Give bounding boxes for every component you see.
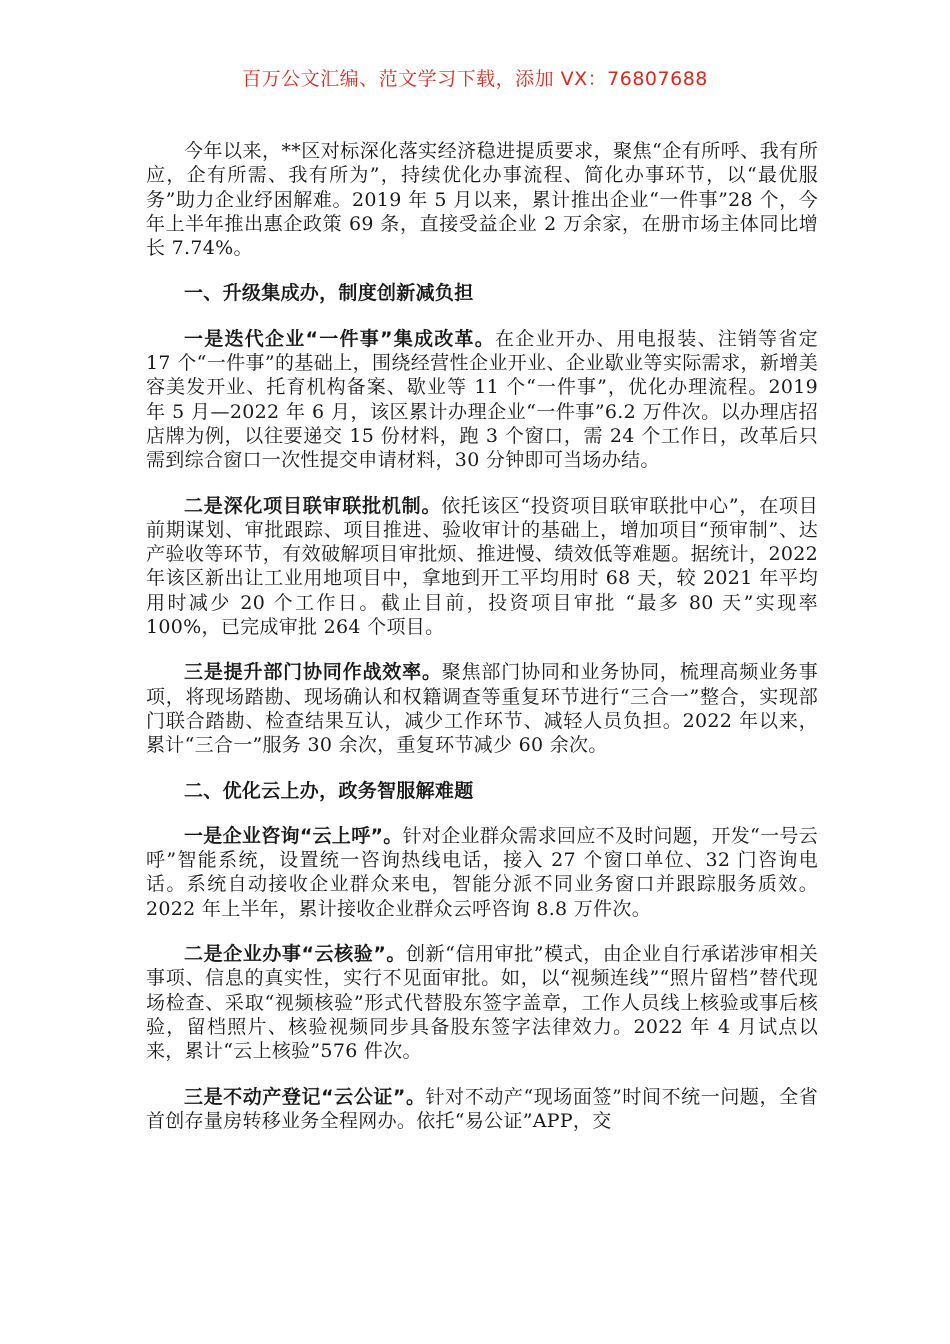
section-1-item-3 <box>146 660 818 757</box>
section-1-item-1 <box>146 327 818 473</box>
section-1-heading: 一、升级集成办，制度创新减负担 <box>184 282 474 305</box>
item-text: 在企业开办、用电报装、注销等省定 17 个“一件事”的基础上，围绕经营性企业开业、企业歇业等实际需求，新增美容美发开业、托育机构备案、歇业等 11 个“一件事”，优化办理流程。2019 年 5 月—2022 年 6 月，该区累计办理企业“一件事”6.2 万件次。以办理店招店牌为例，以往要递交 15 份材料，跑 3 个窗口，需 24 个工作日，改革后只需到综合窗口一次性提交申请材料，30 分钟即可当场办结。 <box>146 327 818 472</box>
section-1-item-2 <box>146 494 818 640</box>
section-2-item-3 <box>146 1085 818 1134</box>
item-lead: 一是迭代企业“一件事”集成改革。 <box>184 327 495 350</box>
item-lead: 一是企业咨询“云上呼”。 <box>184 824 403 847</box>
item-text: 针对不动产“现场面签”时间不统一问题，全省首创存量房转移业务全程网办。依托“易公证”APP，交 <box>146 1085 818 1132</box>
item-text: 依托该区“投资项目联审联批中心”，在项目前期谋划、审批跟踪、项目推进、验收审计的基础上，增加项目“预审制”、达产验收等环节，有效破解项目审批烦、推进慢、绩效低等难题。据统计，2022 年该区新出让工业用地项目中，拿地到开工平均用时 68 天，较 2021 年平均用时减少 20 个工作日。截止目前，投资项目审批 “最多 80 天”实现率 100%，已完成审批 264 个项目。 <box>146 494 818 639</box>
item-lead: 二是企业办事“云核验”。 <box>184 943 406 966</box>
section-2-heading: 二、优化云上办，政务智服解难题 <box>184 779 474 802</box>
section-2-item-2 <box>146 942 818 1063</box>
item-lead: 三是提升部门协同作战效率。 <box>184 661 442 684</box>
item-text: 聚焦部门协同和业务协同，梳理高频业务事项，将现场踏勘、现场确认和权籍调查等重复环节进行“三合一”整合，实现部门联合踏勘、检查结果互认，减少工作环节、减轻人员负担。2022 年以来，累计“三合一”服务 30 余次，重复环节减少 60 余次。 <box>146 661 818 757</box>
item-text: 创新“信用审批”模式，由企业自行承诺涉审相关事项、信息的真实性，实行不见面审批。如，以“视频连线”“照片留档”替代现场检查、采取“视频核验”形式代替股东签字盖章，工作人员线上核验或事后核验，留档照片、核验视频同步具备股东签字法律效力。2022 年 4 月试点以来，累计“云上核验”576 件次。 <box>146 943 819 1063</box>
item-lead: 三是不动产登记“云公证”。 <box>184 1085 426 1108</box>
item-lead: 二是深化项目联审联批机制。 <box>184 494 442 517</box>
intro-paragraph: 今年以来，**区对标深化落实经济稳进提质要求，聚焦“企有所呼、我有所应，企有所需、我有所为”，持续优化办事流程、简化办事环节，以“最优服务”助力企业纾困解难。2019 年 5 月以来，累计推出企业“一件事”28 个，今年上半年推出惠企政策 69 条，直接受益企业 2 万余家，在册市场主体同比增长 7.74%。 <box>146 140 818 260</box>
item-text: 针对企业群众需求回应不及时问题，开发“一号云呼”智能系统，设置统一咨询热线电话，接入 27 个窗口单位、32 门咨询电话。系统自动接收企业群众来电，智能分派不同业务窗口并跟踪服务质效。2022 年上半年，累计接收企业群众云呼咨询 8.8 万件次。 <box>146 824 818 920</box>
section-2-item-1 <box>146 824 818 921</box>
header-banner: 百万公文汇编、范文学习下载，添加 VX：76807688 <box>242 68 708 90</box>
